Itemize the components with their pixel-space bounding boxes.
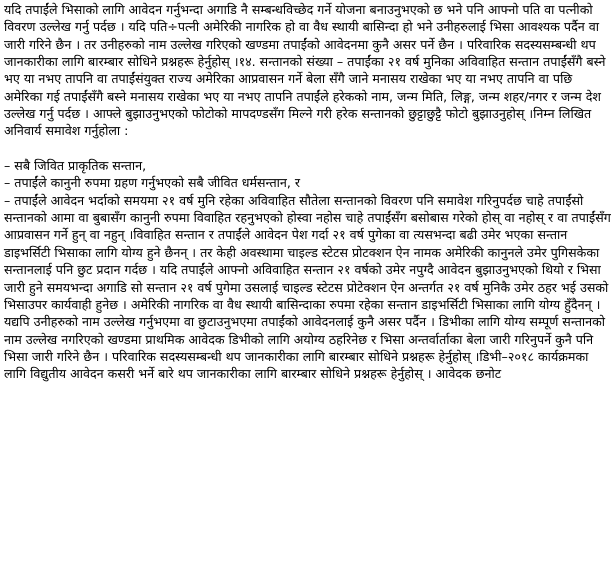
paragraph-spouse-and-children: यदि तपाईंले भिसाको लागि आवेदन गर्नुभन्दा अगाडि नै सम्बन्धविच्छेद गर्ने योजना बनाउनुभएको छ भने पनि आफ्नो पति वा पत्नीको विवरण उल्लेख गर्नु पर्दछ । यदि पति÷पत्नी अमेरिकी नागरिक हो वा वैध स्थायी बासिन्दा हो भने उनीहरुलाई भिसा आवश्यक पर्दैन वा जारी गरिने छैन । तर उनीहरुको नाम उल्लेख गरिएको खण्डमा तपाईंको आवेदनमा कुनै असर पर्ने छैन । परिवारिक सदस्यसम्बन्धी थप जानकारीका लागि बारम्बार सोधिने प्रश्नहरू हेर्नुहोस् ।१४. सन्तानको संख्या – तपाईंका २१ वर्ष मुनिका अविवाहित सन्तान तपाईंसँगै बस्ने भए या नभए तापनि वा तपाईंसंयुक्त राज्य अमेरिका आप्रवासन गर्ने बेला सँगै जाने मनासय राखेका भए या नभए तापनि वा पछि अमेरिका गई तपाईंसँगै बस्ने मनासय राखेका भए या नभए तापनि तपाईंले हरेकको नाम, जन्म मिति, लिङ्ग, जन्म शहर/नगर र जन्म देश उल्लेख गर्नु पर्दछ । आफ्ले बुझाउनुभएको फोटोको मापदण्डसँग मिल्ने गरी हरेक सन्तानको छुट्टाछुट्टै फोटो बुझाउनुहोस् ।निम्न लिखित अनिवार्य समावेश गर्नुहोला : [4,2,606,139]
list-item-natural-children: – सबै जिवित प्राकृतिक सन्तान, [4,158,147,174]
list-item-stepchildren: – तपाईंले आवेदन भर्दाको समयमा २१ वर्ष मुनि रहेका अविवाहित सौतेला सन्तानको विवरण पनि समावेश गरिनुपर्दछ चाहे तपाईंसो सन्तानको आमा वा बुबासँग कानुनी रुपमा विवाहित रहनुभएको होस्वा नहोस चाहे तपाईंसँग बसोबास गरेको होस् वा नहोस् र वा तपाईंसँग आप्रवासन गर्ने हुन् वा नहुन् ।विवाहित सन्तान र तपाईंले आवेदन पेश गर्दा २१ वर्ष पुगेका वा त्यसभन्दा बढी उमेर भएका सन्तान डाइभर्सिटी भिसाका लागि योग्य हुने छैनन् । तर केही अवस्थामा चाइल्ड स्टेटस प्रोटक्शन ऐन नामक अमेरिकी कानुनले उमेर पुगिसकेका सन्तानलाई पनि छुट प्रदान गर्दछ । यदि तपाईंले आफ्नो अविवाहित सन्तान २१ वर्षको उमेर नपुग्दै आवेदन बुझाउनुभएको थियो र भिसा जारी हुने समयभन्दा अगाडि सो सन्तान २१ वर्ष पुगेमा उसलाई चाइल्ड स्टेटस प्रोटेक्शन ऐन अन्तर्गत २१ वर्ष मुनिकै उमेर ठहर भई उसको भिसाउपर कार्यवाही हुनेछ । अमेरिकी नागरिक वा वैध स्थायी बासिन्दाका रुपमा रहेका सन्तान डाइभर्सिटी भिसाका लागि योग्य हुँदैनन् । यद्यपि उनीहरुको नाम उल्लेख गर्नुभएमा वा छुटाउनुभएमा तपाईंको आवेदनलाई कुनै असर पर्दैन । डिभीका लागि योग्य सम्पूर्ण सन्तानको नाम उल्लेख नगरिएको खण्डमा प्राथमिक आवेदक डिभीको लागि अयोग्य ठहरिनेछ र भिसा अन्तर्वार्ताका बेला जारी गरिनुपर्ने कुनै पनि भिसा जारी गरिने छैन । परिवारिक सदस्यसम्बन्धी थप जानकारीका लागि बारम्बार सोधिने प्रश्नहरू हेर्नुहोस् ।डिभी–२०१८ कार्यक्रमका लागि विद्युतीय आवेदन कसरी भर्ने बारे थप जानकारीका लागि बारम्बार सोधिने प्रश्नहरू हेर्नुहोस् । आवेदक छनोट [4,192,611,382]
blank-line [4,140,611,157]
list-item-adopted-children: – तपाईंले कानुनी रुपमा ग्रहण गर्नुभएको सबै जीवित धर्मसन्तान, र [4,175,301,191]
